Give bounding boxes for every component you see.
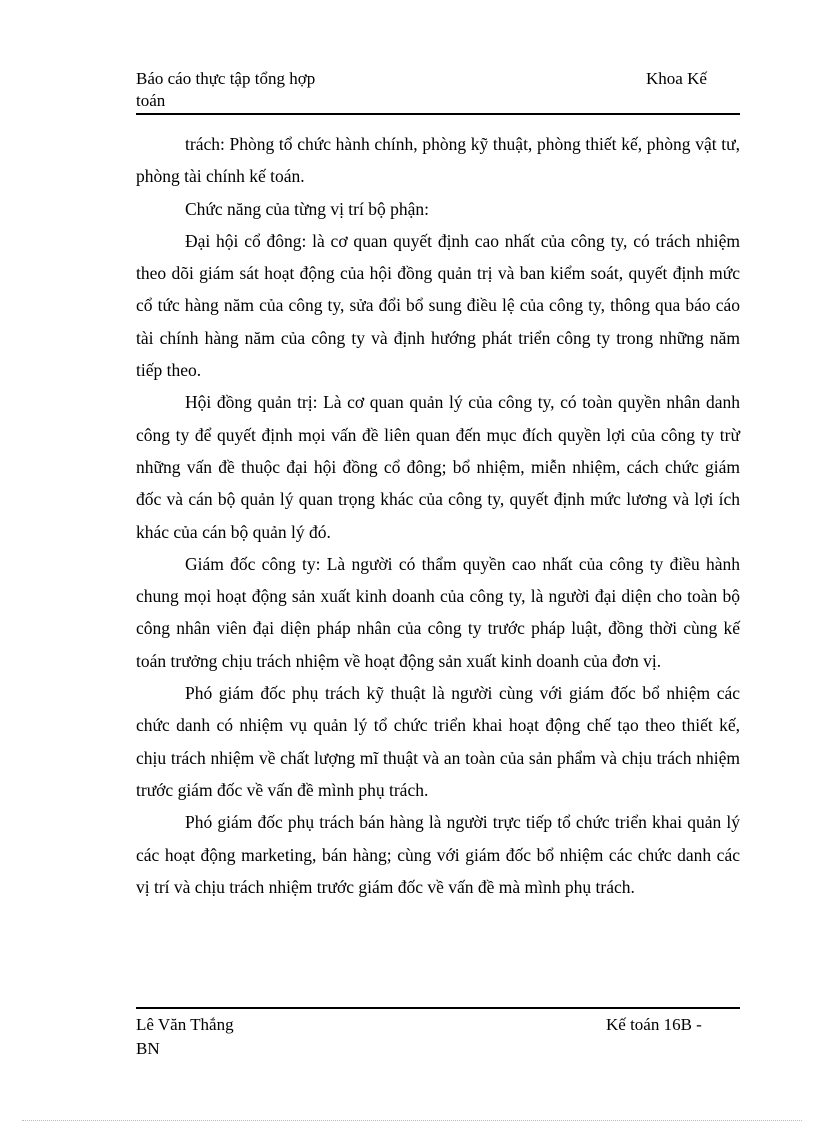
footer-class: Kế toán 16B -: [606, 1015, 702, 1034]
paragraph-6: Phó giám đốc phụ trách kỹ thuật là người cùng với giám đốc bổ nhiệm các chức danh có nhiệm vụ quản lý tổ chức triển khai hoạt động chế tạo theo thiết kế, chịu trách nhiệm về chất lượng mĩ thuật và an toàn của sản phẩm và chịu trách nhiệm trước giám đốc về vấn đề mình phụ trách.: [136, 683, 740, 800]
paragraph-5: Giám đốc công ty: Là người có thẩm quyền cao nhất của công ty điều hành chung mọi hoạt động sản xuất kinh doanh của công ty, là người đại diện cho toàn bộ công nhân viên đại diện pháp nhân của công ty trước pháp luật, đồng thời cùng kế toán trưởng chịu trách nhiệm về hoạt động sản xuất kinh doanh của đơn vị.: [136, 553, 740, 671]
header-title-line1: Báo cáo thực tập tổng hợp: [136, 69, 316, 88]
footer-rule: [136, 1007, 740, 1009]
header-rule: [136, 113, 740, 115]
header-department: Khoa Kế: [646, 69, 707, 88]
paragraph-3: Đại hội cổ đông: là cơ quan quyết định cao nhất của công ty, có trách nhiệm theo dõi giám sát hoạt động của hội đồng quản trị và ban kiểm soát, quyết định mức cổ tức hàng năm của công ty, sửa đổi bổ sung điều lệ của công ty, thông qua báo cáo tài chính hàng năm của công ty và định hướng phát triển công ty trong những năm tiếp theo.: [136, 230, 740, 381]
footer-author-line1: Lê Văn Thắng: [136, 1015, 234, 1034]
document-body: [136, 128, 740, 903]
paragraph-1: trách: Phòng tổ chức hành chính, phòng kỹ thuật, phòng thiết kế, phòng vật tư, phòng tài chính kế toán.: [136, 134, 740, 187]
paragraph-7: Phó giám đốc phụ trách bán hàng là người trực tiếp tổ chức triển khai quản lý các hoạt động marketing, bán hàng; cùng với giám đốc bổ nhiệm các chức danh các vị trí và chịu trách nhiệm trước giám đốc về vấn đề mà mình phụ trách.: [136, 812, 740, 897]
footer-author: [136, 1013, 276, 1061]
paragraph-2: Chức năng của từng vị trí bộ phận:: [185, 198, 429, 219]
header-title-line2: toán: [136, 91, 166, 110]
paragraph-4: Hội đồng quản trị: Là cơ quan quản lý của công ty, có toàn quyền nhân danh công ty để quyết định mọi vấn đề liên quan đến mục đích quyền lợi của công ty trừ những vấn đề thuộc đại hội đồng cổ đông; bổ nhiệm, miễn nhiệm, cách chức giám đốc và cán bộ quản lý quan trọng khác của công ty, quyết định mức lương và lợi ích khác của cán bộ quản lý đó.: [136, 392, 740, 542]
footer-author-line2: BN: [136, 1039, 160, 1058]
header-report-title: [136, 68, 396, 112]
page-bottom-edge: [22, 1120, 802, 1121]
